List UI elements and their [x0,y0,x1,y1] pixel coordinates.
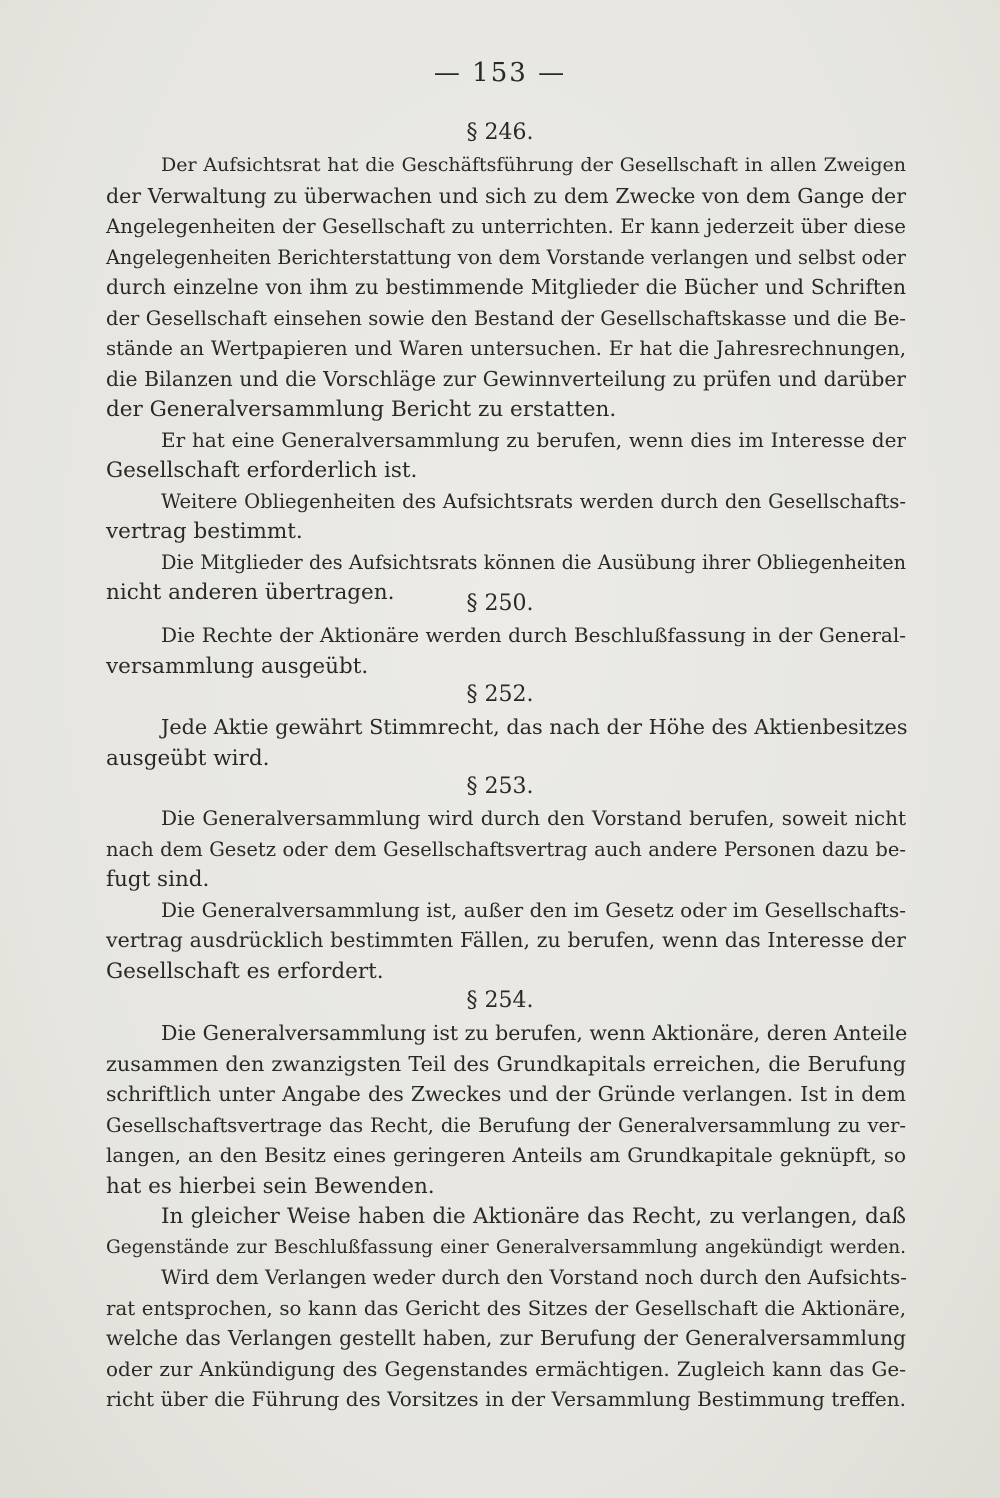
paragraph-line: Wird dem Verlangen weder durch den Vorstand noch durch den Aufsichts- [161,1266,907,1289]
paragraph-line: Gegenstände zur Beschlußfassung einer Generalversammlung angekündigt werden. [106,1236,906,1258]
paragraph-line: Angelegenheiten Berichterstattung von dem Vorstande verlangen und selbst oder [106,245,906,269]
paragraph-line: langen, an den Besitz eines geringeren Anteils am Grundkapitale geknüpft, so [106,1143,906,1167]
paragraph-line: oder zur Ankündigung des Gegenstandes ermächtigen. Zugleich kann das Ge- [106,1356,906,1381]
section-heading-254: § 254. [466,988,534,1013]
page-number: — 153 — [433,58,567,88]
paragraph-line: ausgeübt wird. [106,745,270,771]
paragraph-line: Die Generalversammlung ist zu berufen, wenn Aktionäre, deren Anteile [161,1021,908,1045]
paragraph-line: hat es hierbei sein Bewenden. [106,1173,435,1199]
paragraph-line: Er hat eine Generalversammlung zu berufen, wenn dies im Interesse der [161,427,906,452]
paragraph-line: Gesellschaftsvertrage das Recht, die Berufung der Generalversammlung zu ver- [106,1113,906,1137]
paragraph-line: Die Generalversammlung wird durch den Vorstand berufen, soweit nicht [161,806,906,830]
paragraph-line: der Verwaltung zu überwachen und sich zu dem Zwecke von dem Gange der [106,183,906,208]
paragraph-line: Weitere Obliegenheiten des Aufsichtsrats werden durch den Gesellschafts- [161,489,906,513]
paragraph-line: durch einzelne von ihm zu bestimmende Mitglieder die Bücher und Schriften [106,275,906,299]
paragraph-line: welche das Verlangen gestellt haben, zur Berufung der Generalversammlung [106,1326,906,1350]
paragraph-line: nach dem Gesetz oder dem Gesellschaftsvertrag auch andere Personen dazu be- [106,837,906,861]
paragraph-line: Die Rechte der Aktionäre werden durch Beschlußfassung in der General- [161,623,906,647]
paragraph-line: versammlung ausgeübt. [106,653,369,679]
paragraph-line: Angelegenheiten der Gesellschaft zu unterrichten. Er kann jederzeit über diese [106,215,906,238]
paragraph-line: Gesellschaft es erfordert. [106,958,384,984]
section-heading-250: § 250. [466,591,534,616]
paragraph-line: rat entsprochen, so kann das Gericht des Sitzes der Gesellschaft die Aktionäre, [106,1296,906,1320]
section-heading-253: § 253. [466,774,534,799]
paragraph-line: richt über die Führung des Vorsitzes in der Versammlung Bestimmung treffen. [106,1387,906,1411]
paragraph-line: nicht anderen übertragen. [106,580,395,605]
paragraph-line: In gleicher Weise haben die Aktionäre das Recht, zu verlangen, daß [161,1204,906,1229]
paragraph-line: der Generalversammlung Bericht zu erstatten. [106,397,617,422]
paragraph-line: die Bilanzen und die Vorschläge zur Gewinnverteilung zu prüfen und darüber [106,366,906,391]
paragraph-line: Gesellschaft erforderlich ist. [106,458,418,483]
paragraph-line: Der Aufsichtsrat hat die Geschäftsführung der Gesellschaft in allen Zweigen [161,154,906,176]
paragraph-line: fugt sind. [106,867,210,892]
paragraph-line: zusammen den zwanzigsten Teil des Grundkapitals erreichen, die Berufung [106,1051,906,1076]
section-heading-246: § 246. [466,120,534,145]
paragraph-line: vertrag bestimmt. [106,519,303,544]
paragraph-line: Die Mitglieder des Aufsichtsrats können die Ausübung ihrer Obliegenheiten [161,550,906,574]
paragraph-line: stände an Wertpapieren und Waren untersuchen. Er hat die Jahresrechnungen, [106,337,906,360]
paragraph-line: schriftlich unter Angabe des Zweckes und der Gründe verlangen. Ist in dem [106,1082,906,1106]
paragraph-line: Die Generalversammlung ist, außer den im Gesetz oder im Gesellschafts- [161,897,906,922]
paragraph-line: Jede Aktie gewährt Stimmrecht, das nach der Höhe des Aktienbesitzes [161,715,908,739]
paragraph-line: der Gesellschaft einsehen sowie den Bestand der Gesellschaftskasse und die Be- [106,306,906,330]
paragraph-line: vertrag ausdrücklich bestimmten Fällen, zu berufen, wenn das Interesse der [106,928,906,952]
section-heading-252: § 252. [466,682,534,707]
